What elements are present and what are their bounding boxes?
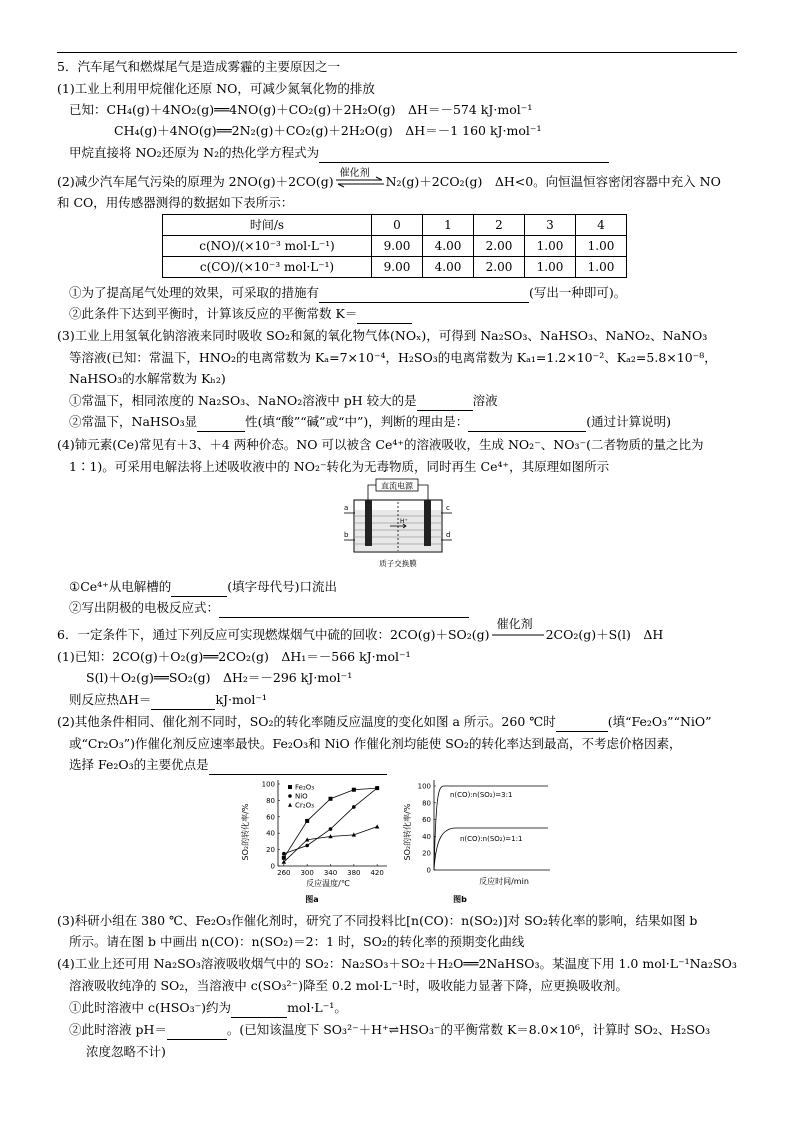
- q6-title-text-a: 6．一定条件下，通过下列反应可实现燃煤烟气中硫的回收：2CO(g)＋SO₂(g): [57, 627, 490, 642]
- right-wire: [418, 485, 428, 502]
- curve-label: n(CO):n(SO₂)=3:1: [450, 791, 513, 799]
- answer-blank[interactable]: [319, 144, 609, 163]
- q5-part1-ask-text: 甲烷直接将 NO₂还原为 N₂的热化学方程式为: [69, 145, 320, 160]
- q6-part4-line2: 溶液吸收纯净的 SO₂，当溶液中 c(SO₃²⁻)降至 0.2 mol·L⁻¹时，吸收能力显著下降，应更换吸收剂。: [69, 978, 629, 993]
- table-row: [163, 236, 627, 257]
- table-cell: 1.00: [525, 257, 576, 278]
- chart-a-xlabel: 反应温度/℃: [306, 879, 350, 888]
- q5-part4-q1: [69, 578, 337, 597]
- q5-part3-q1-tail: 溶液: [472, 393, 498, 408]
- port-d-label: d: [446, 531, 451, 539]
- answer-blank[interactable]: [417, 392, 473, 411]
- answer-blank[interactable]: [556, 713, 608, 732]
- port-c-label: c: [446, 504, 450, 512]
- q6-part4-q2: [69, 1021, 710, 1040]
- membrane-label: 质子交换膜: [379, 559, 417, 568]
- answer-blank[interactable]: [171, 578, 227, 597]
- q5-known-eq2: CH₄(g)＋4NO(g)══2N₂(g)＋CO₂(g)＋2H₂O(g) ΔH＝－1 160 kJ·mol⁻¹: [114, 123, 542, 138]
- data-point: [305, 819, 309, 823]
- q6-part2-text-b: (填“Fe₂O₃”“NiO”: [607, 714, 712, 729]
- q5-known-eq1: 已知：CH₄(g)＋4NO₂(g)══4NO(g)＋CO₂(g)＋2H₂O(g) ΔH＝－574 kJ·mol⁻¹: [69, 102, 533, 117]
- table-cell: 2.00: [474, 257, 525, 278]
- proton-label: H⁺: [400, 518, 408, 525]
- answer-blank[interactable]: [231, 999, 287, 1018]
- q5-part2-q1-tail: (写出一种即可)。: [529, 285, 627, 300]
- answer-blank[interactable]: [151, 691, 215, 710]
- y-tick-label: 80: [422, 799, 431, 808]
- q5-part4-q2-text: ②写出阴极的电极反应式：: [69, 600, 220, 615]
- q5-part2-q2-text: ②此条件下达到平衡时，计算该反应的平衡常数 K＝: [69, 306, 358, 321]
- port-b-label: b: [344, 531, 349, 539]
- q6-part2-line3-text: 选择 Fe₂O₃的主要优点是: [69, 757, 209, 772]
- q5-part4-q2: [69, 599, 469, 618]
- data-point: [305, 844, 309, 848]
- q5-part2-line1: [57, 168, 721, 191]
- q6-part2-line1: [57, 713, 712, 732]
- power-supply-label: 直流电源: [381, 481, 413, 491]
- data-point: [329, 797, 333, 801]
- q6-part4-q2-cont: 浓度忽略不计): [86, 1044, 166, 1059]
- q5-part2-text-b: N₂(g)＋2CO₂(g) ΔH<0。向恒温恒容密闭容器中充入 NO: [385, 174, 721, 189]
- answer-blank[interactable]: [209, 756, 387, 775]
- catalyst-arrow: [334, 168, 386, 191]
- chart-a-ylabel: SO₂的转化率/%: [241, 803, 250, 861]
- y-tick-label: 20: [422, 849, 431, 858]
- legend-label: Fe₂O₃: [295, 783, 315, 792]
- table-cell: 4.00: [423, 257, 474, 278]
- q5-part4-line2: 1∶1)。可采用电解法将上述吸收液中的 NO₂⁻转化为无毒物质，同时再生 Ce⁴⁺，其原理如图所示: [69, 459, 610, 474]
- y-tick-label: 0: [270, 862, 275, 871]
- catalyst-label: 催化剂: [339, 168, 370, 179]
- y-tick-label: 60: [422, 816, 431, 825]
- data-point: [329, 827, 333, 831]
- table-cell: 1.00: [525, 236, 576, 257]
- legend-marker: [288, 794, 292, 798]
- legend-label: Cr₂O₃: [295, 801, 314, 810]
- x-tick-label: 420: [370, 869, 384, 877]
- q5-part4-q1-text-a: ①Ce⁴⁺从电解槽的: [69, 579, 172, 594]
- q6-part4-q1: [69, 999, 347, 1018]
- concentration-table: [162, 214, 627, 278]
- catalyst-label: 催化剂: [496, 617, 533, 631]
- chart-a: [238, 776, 398, 906]
- legend-label: NiO: [295, 792, 308, 801]
- curve-label: n(CO):n(SO₂)=1:1: [460, 835, 523, 843]
- q6-part2-text-a: (2)其他条件相同、催化剂不同时，SO₂的转化率随反应温度的变化如图 a 所示。260 ℃时: [57, 714, 556, 729]
- data-point: [352, 788, 356, 792]
- data-point: [282, 856, 286, 860]
- x-tick-label: 380: [347, 869, 361, 877]
- table-header-cell: 1: [423, 215, 474, 236]
- legend-marker: [288, 785, 292, 789]
- x-tick-label: 340: [323, 869, 338, 877]
- q5-title: 5．汽车尾气和燃煤尾气是造成雾霾的主要原因之一: [57, 59, 340, 74]
- q5-part3-q2-text-a: ②常温下，NaHSO₃显: [69, 414, 198, 429]
- chart-b-ylabel: SO₂的转化率/%: [403, 803, 412, 861]
- answer-blank[interactable]: [219, 599, 469, 618]
- q6-part2-line2: 或“Cr₂O₃”)作催化剂反应速率最快。Fe₂O₃和 NiO 作催化剂均能使 SO₂的转化率达到最高，不考虑价格因素，: [69, 736, 682, 751]
- top-rule: [57, 52, 737, 53]
- y-tick-label: 100: [417, 782, 431, 791]
- x-tick-label: 260: [277, 869, 291, 877]
- q5-part2-text-a: (2)减少汽车尾气污染的原理为 2NO(g)＋2CO(g): [57, 174, 334, 189]
- q5-part4-line1: (4)铈元素(Ce)常见有＋3、＋4 两种价态。NO 可以被含 Ce⁴⁺的溶液吸收，生成 NO₂⁻、NO₃⁻(二者物质的量之比为: [57, 437, 704, 452]
- y-tick-label: 80: [266, 796, 275, 805]
- answer-blank[interactable]: [167, 1021, 227, 1040]
- q5-part3-q2: [69, 413, 671, 432]
- legend-marker: [288, 803, 292, 807]
- data-point: [352, 805, 356, 809]
- q6-title: [57, 617, 664, 644]
- y-tick-label: 100: [261, 780, 275, 789]
- q6-known-eq2: S(l)＋O₂(g)══SO₂(g) ΔH₂＝－296 kJ·mol⁻¹: [86, 670, 353, 685]
- q5-part3-line3: NaHSO₃的水解常数为 Kₕ₂): [69, 371, 226, 386]
- table-cell: 4.00: [423, 236, 474, 257]
- q5-part2-q1-text: ①为了提高尾气处理的效果，可采取的措施有: [69, 285, 320, 300]
- left-electrode: [365, 500, 372, 546]
- answer-blank[interactable]: [197, 413, 245, 432]
- y-tick-label: 60: [266, 813, 275, 822]
- electrolysis-diagram: [340, 476, 456, 574]
- table-header-cell: 4: [576, 215, 627, 236]
- q5-part3-q2-text-c: (通过计算说明): [586, 414, 671, 429]
- q6-part4-q1-text-a: ①此时溶液中 c(HSO₃⁻)约为: [69, 1000, 232, 1015]
- q5-part3-q1: [69, 392, 498, 411]
- y-tick-label: 40: [422, 832, 431, 841]
- table-cell: c(CO)/(×10⁻³ mol·L⁻¹): [163, 257, 372, 278]
- table-header-cell: 2: [474, 215, 525, 236]
- table-cell: 9.00: [372, 236, 423, 257]
- q5-part2-q2: [69, 305, 412, 324]
- q6-part4-q2-text-b: 。(已知该温度下 SO₃²⁻＋H⁺⇌HSO₃⁻的平衡常数 K＝8.0×10⁶，计算时 SO₂、H₂SO₃: [226, 1022, 711, 1037]
- q6-part3-line2: 所示。请在图 b 中画出 n(CO)：n(SO₂)＝2：1 时，SO₂的转化率的预期变化曲线: [69, 934, 525, 949]
- q6-part1-ask-text-a: 则反应热ΔH＝: [69, 692, 152, 707]
- q5-part3-line1: (3)工业上用氢氧化钠溶液来同时吸收 SO₂和氮的氧化物气体(NOₓ)，可得到 Na₂SO₃、NaHSO₃、NaNO₂、NaNO₃: [57, 328, 708, 343]
- table-header-cell: 0: [372, 215, 423, 236]
- q6-part4-q1-text-b: mol·L⁻¹。: [287, 1000, 347, 1015]
- q5-part4-q1-text-b: (填字母代号)口流出: [227, 579, 338, 594]
- table-cell: 9.00: [372, 257, 423, 278]
- y-tick-label: 0: [426, 866, 431, 875]
- catalyst-arrow: [490, 617, 546, 644]
- series-line-2: [284, 827, 377, 862]
- q5-part1-ask: [69, 144, 609, 163]
- q5-part3-q1-text: ①常温下，相同浓度的 Na₂SO₃、NaNO₂溶液中 pH 较大的是: [69, 393, 417, 408]
- q5-part2-line2: 和 CO，用传感器测得的数据如下表所示：: [57, 195, 294, 210]
- table-cell: 1.00: [576, 257, 627, 278]
- chart-b-title: 图b: [453, 895, 467, 904]
- y-tick-label: 40: [266, 829, 275, 838]
- table-cell: 1.00: [576, 236, 627, 257]
- chart-b: [400, 776, 560, 906]
- q6-part3-line1: (3)科研小组在 380 ℃、Fe₂O₃作催化剂时，研究了不同投料比[n(CO)：n(SO₂)]对 SO₂转化率的影响，结果如图 b: [57, 913, 698, 928]
- table-row: [163, 257, 627, 278]
- answer-blank[interactable]: [357, 305, 412, 324]
- port-a-label: a: [344, 504, 349, 512]
- x-tick-label: 300: [300, 869, 314, 877]
- table-header-cell: 3: [525, 215, 576, 236]
- data-point: [282, 852, 286, 856]
- q6-part1-ask-text-b: kJ·mol⁻¹: [215, 692, 267, 707]
- right-electrode: [424, 500, 431, 546]
- q6-part4-line1: (4)工业上还可用 Na₂SO₃溶液吸收烟气中的 SO₂：Na₂SO₃＋SO₂＋H₂O══2NaHSO₃。某温度下用 1.0 mol·L⁻¹Na₂SO₃: [57, 956, 737, 971]
- answer-blank[interactable]: [468, 413, 586, 432]
- table-header-cell: 时间/s: [163, 215, 372, 236]
- chart-a-title: 图a: [305, 895, 319, 904]
- y-tick-label: 20: [266, 846, 275, 855]
- q6-title-text-b: 2CO₂(g)＋S(l) ΔH: [545, 627, 664, 642]
- q6-part4-q2-text-a: ②此时溶液 pH＝: [69, 1022, 167, 1037]
- q5-part2-q1: [69, 284, 626, 303]
- q6-known-eq1: (1)已知：2CO(g)＋O₂(g)══2CO₂(g) ΔH₁＝－566 kJ·mol⁻¹: [57, 649, 411, 664]
- q5-part3-q2-text-b: 性(填“酸”“碱”或“中”)，判断的理由是：: [245, 414, 469, 429]
- answer-blank[interactable]: [319, 284, 529, 303]
- table-header-row: [163, 215, 627, 236]
- table-cell: c(NO)/(×10⁻³ mol·L⁻¹): [163, 236, 372, 257]
- data-point: [375, 786, 379, 790]
- q6-part2-line3: [69, 756, 387, 775]
- q5-part3-line2: 等溶液(已知：常温下，HNO₂的电离常数为 Kₐ=7×10⁻⁴，H₂SO₃的电离常数为 Kₐ₁=1.2×10⁻²、Kₐ₂=5.8×10⁻⁸，: [69, 350, 717, 365]
- left-wire: [368, 485, 376, 502]
- table-cell: 2.00: [474, 236, 525, 257]
- q6-part1-ask: [69, 691, 267, 710]
- data-point: [375, 824, 379, 828]
- chart-b-xlabel: 反应时间/min: [479, 877, 529, 886]
- q5-part1-intro: (1)工业上利用甲烷催化还原 NO，可减少氮氧化物的排放: [57, 81, 375, 96]
